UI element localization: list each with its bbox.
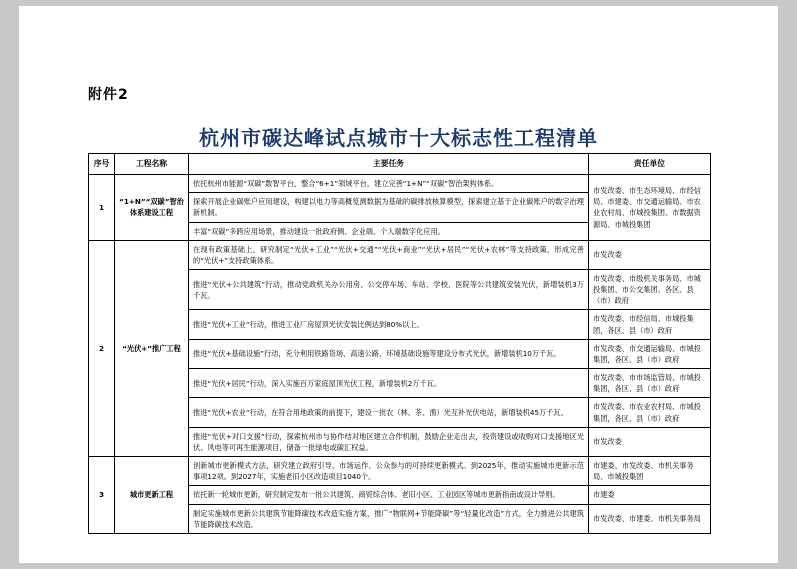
cell-task: 依托杭州市能源“双碳”数智平台，整合“6+1”领域平台，建立完善“1+N”“双碳”智治架构体系。 bbox=[189, 175, 589, 193]
table-body bbox=[89, 175, 711, 534]
cell-project-name: 城市更新工程 bbox=[115, 457, 189, 534]
cell-task: 创新城市更新模式方法，研究建立政府引导、市场运作、公众参与的可持续更新模式。到2025年，推动实施城市更新示范事项12项。到2027年，实施老旧小区改造项目1040个。 bbox=[189, 457, 589, 486]
table-row bbox=[89, 457, 711, 486]
cell-responsible-unit: 市建委、市发改委、市机关事务局、市城投集团 bbox=[589, 457, 711, 486]
cell-responsible-unit: 市发改委、市生态环境局、市经信局、市建委、市交通运输局、市农业农村局、市城投集团、市数据资源局、市城投集团 bbox=[589, 175, 711, 241]
cell-task: 探索开展企业碳账户应用建设，构建以电力等高概览测数据为基础的碳排放核算模型，探索建立基于企业碳账户的数字治理新机制。 bbox=[189, 193, 589, 222]
header-responsible-unit: 责任单位 bbox=[589, 154, 711, 175]
cell-responsible-unit: 市发改委、市级机关事务局、市城投集团、市公交集团、各区、县（市）政府 bbox=[589, 270, 711, 310]
cell-responsible-unit: 市发改委、市农业农村局、市城投集团，各区、县（市）政府 bbox=[589, 398, 711, 427]
cell-project-name: “光伏+”推广工程 bbox=[115, 240, 189, 456]
table-header-row bbox=[89, 154, 711, 175]
cell-task: 依托新一轮城市更新，研究制定发布一批公共建筑、商贸综合体、老旧小区、工业园区等城市更新指南或设计导则。 bbox=[189, 486, 589, 504]
cell-responsible-unit: 市发改委 bbox=[589, 240, 711, 269]
cell-responsible-unit: 市发改委 bbox=[589, 427, 711, 456]
cell-no: 2 bbox=[89, 240, 115, 456]
cell-no: 3 bbox=[89, 457, 115, 534]
cell-task: 推进“光伏+农业”行动，在符合用地政策的前提下，建设一批农（林、茶、渔）光互补光伏电站，新增装机45万千瓦。 bbox=[189, 398, 589, 427]
cell-task: 推进“光伏+基础设施”行动，充分利用铁路货场、高速公路、环境基础设施等建设分布式光伏，新增装机10万千瓦。 bbox=[189, 339, 589, 368]
document-page bbox=[19, 6, 778, 563]
cell-responsible-unit: 市发改委、市建委、市机关事务局 bbox=[589, 504, 711, 533]
cell-task: 推进“光伏+居民”行动，深入实施百万家庭屋顶光伏工程，新增装机2万千瓦。 bbox=[189, 369, 589, 398]
cell-task: 推进“光伏+工业”行动，推进工业厂房屋顶光伏安装比例达到80%以上。 bbox=[189, 310, 589, 339]
header-project-name: 工程名称 bbox=[115, 154, 189, 175]
cell-responsible-unit: 市发改委、市市场监管局、市城投集团，各区、县（市）政府 bbox=[589, 369, 711, 398]
cell-responsible-unit: 市发改委、市交通运输局、市城投集团，各区、县（市）政府 bbox=[589, 339, 711, 368]
cell-task: 在现有政策基础上，研究制定“光伏+工业”“光伏+交通”“光伏+商业”“光伏+居民”“光伏+农林”等支持政策，形成完善的“光伏+”支持政策体系。 bbox=[189, 240, 589, 269]
page-title: 杭州市碳达峰试点城市十大标志性工程清单 bbox=[199, 126, 598, 150]
cell-no: 1 bbox=[89, 175, 115, 241]
engineering-list-table bbox=[88, 153, 711, 534]
cell-responsible-unit: 市发改委、市经信局、市城投集团，各区、县（市）政府 bbox=[589, 310, 711, 339]
cell-responsible-unit: 市建委 bbox=[589, 486, 711, 504]
cell-project-name: “1+N”“双碳”智治体系建设工程 bbox=[115, 175, 189, 241]
attachment-label: 附件2 bbox=[88, 87, 129, 103]
cell-task: 丰富“双碳”多跨应用场景，推动建设一批政府侧、企业端、个人端数字化应用。 bbox=[189, 222, 589, 240]
cell-task: 推进“光伏+对口支援”行动，探索杭州市与协作结对地区建立合作机制，鼓励企业走出去，投资建设或收购对口支援地区光伏、风电等可再生能源项目，储备一批绿电或碳汇权益。 bbox=[189, 427, 589, 456]
table-row bbox=[89, 240, 711, 269]
header-main-tasks: 主要任务 bbox=[189, 154, 589, 175]
cell-task: 制定实施城市更新公共建筑节能降碳技术改造实施方案，推广“物联网+节能降碳”等“轻量化改造”方式，全力推进公共建筑节能降碳技术改造。 bbox=[189, 504, 589, 533]
table-row bbox=[89, 175, 711, 193]
header-no: 序号 bbox=[89, 154, 115, 175]
cell-task: 推进“光伏+公共建筑”行动，推动党政机关办公用房、公交停车场、车站、学校、医院等公共建筑安装光伏，新增装机3万千瓦。 bbox=[189, 270, 589, 310]
